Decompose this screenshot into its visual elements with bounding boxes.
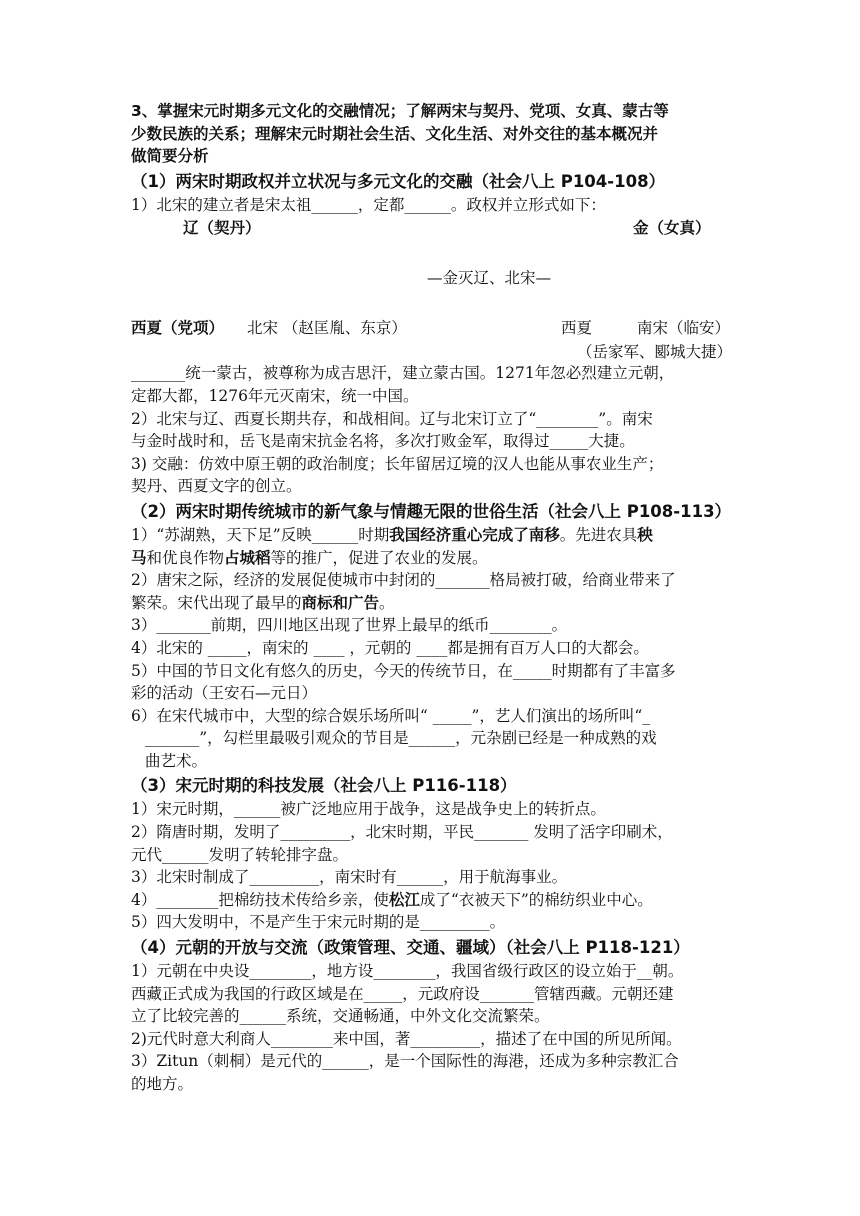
s2-l4-a: 繁荣。宋代出现了最早的 [131,593,302,612]
objective-line-3: 做简要分析 [131,147,209,166]
s3-l5-c: 成了“衣被天下”的棉纺织业中心。 [419,890,653,909]
diagram-nansong: 南宋（临安） [637,319,731,338]
s2-line-3: 2）唐宋之际，经济的发展促使城市中封闭的_______格局被打破，给商业带来了 [131,571,676,590]
s2-l2-a: 马 [131,548,147,567]
objective-line-1: 3、掌握宋元时期多元文化的交融情况；了解两宋与契丹、党项、女真、蒙古等 [131,102,669,120]
s4-line-1: 1）元朝在中央设________，地方设________，我国省级行政区的设立始于__朝。 [131,962,684,981]
s2-line-4 [131,592,737,615]
s4-line-5: 3）Zitun（刺桐）是元代的______，是一个国际性的海港，还成为多种宗教汇合 [131,1052,679,1071]
s2-l1-b: 我国经济重心完成了南移 [389,525,560,544]
diagram-middle: —金灭辽、北宋— [426,269,551,288]
s2-l1-d: 秧 [637,525,653,544]
s4-line-4: 2)元代时意大利商人________来中国，著_________，描述了在中国的所见所闻。 [131,1029,682,1048]
s1-line-3: 定都大都，1276年元灭南宋，统一中国。 [131,386,419,405]
diagram-beisong: 北宋 （赵匡胤、东京） [247,319,407,338]
diagram-jin: 金（女真） [633,219,711,238]
diagram-note: （岳家军、郾城大捷） [577,343,733,362]
objective-line-2: 少数民族的关系；理解宋元时期社会生活、文化生活、对外交往的基本概况并 [131,124,659,143]
section-2-title: （2）两宋时期传统城市的新气象与情趣无限的世俗生活（社会八上 P108-113） [131,501,732,521]
s2-line-2 [131,547,737,570]
diagram-top-row [131,216,737,240]
s4-line-2: 西藏正式成为我国的行政区域是在_____，元政府设_______管辖西藏。元朝还建 [131,984,674,1003]
s4-line-3: 立了比较完善的______系统，交通畅通，中外文化交流繁荣。 [131,1007,550,1026]
s2-l2-d: 等的推广，促进了农业的发展。 [270,548,488,567]
section-1-title: （1）两宋时期政权并立状况与多元文化的交融（社会八上 P104-108） [131,171,666,191]
s3-line-3: 元代______发明了转轮排字盘。 [131,845,349,864]
s2-l1-a: 1）“苏湖熟，天下足”反映______时期 [131,525,390,544]
s3-line-4: 3）北宋时制成了_________，南宋时有______，用于航海事业。 [131,868,568,887]
s3-l5-b: 松江 [388,890,420,909]
s3-line-1: 1）宋元时期，______被广泛地应用于战争，这是战争史上的转折点。 [131,800,606,819]
s1-line-6: 3) 交融：仿效中原王朝的政治制度；长年留居辽境的汉人也能从事农业生产； [131,454,664,473]
s4-line-6: 的地方。 [131,1075,194,1093]
s2-l2-b: 和优良作物 [146,548,225,567]
s3-line-6: 5）四大发明中，不是产生于宋元时期的是_________。 [131,913,506,932]
s2-l2-c: 占城稻 [224,548,271,567]
diagram-liao: 辽（契丹） [183,219,261,238]
s2-line-8: 彩的活动（王安石—元日） [131,684,318,703]
s1-line-1: 1）北宋的建立者是宋太祖______，定都______。政权并立形式如下： [131,195,606,214]
s2-line-5: 3）_______前期，四川地区出现了世界上最早的纸币________。 [131,616,568,635]
s2-line-9: 6）在宋代城市中，大型的综合娱乐场所叫“ _____”，艺人们演出的场所叫“_ [131,706,651,725]
s2-l4-c: 。 [379,593,395,612]
diagram-bottom-row [131,316,737,340]
diagram-xixia-2: 西夏 [561,319,593,338]
s2-line-11: 曲艺术。 [145,751,208,770]
s2-line-10: _______”，勾栏里最吸引观众的节目是______，元杂剧已经是一种成熟的戏 [145,729,657,748]
s1-line-7: 契丹、西夏文字的创立。 [131,477,302,496]
s3-l5-a: 4）________把棉纺技术传给乡亲，使 [131,890,389,909]
diagram-xixia: 西夏（党项） [131,319,225,338]
s1-line-5: 与金时战时和，岳飞是南宋抗金名将，多次打败金军，取得过_____大捷。 [131,432,635,451]
s1-line-4: 2）北宋与辽、西夏长期共存，和战相间。辽与北宋订立了“________”。南宋 [131,409,653,428]
s2-l4-b: 商标和广告 [301,593,380,612]
diagram-note-row [131,340,737,362]
s2-l1-c: 。先进农具 [559,525,638,544]
s2-line-6: 4）北宋的 _____，南宋的 ____ ，元朝的 ____都是拥有百万人口的大都会。 [131,638,649,657]
s2-line-7: 5）中国的节日文化有悠久的历史，今天的传统节日，在_____时期都有了丰富多 [131,661,676,680]
section-4-title: （4）元朝的开放与交流（政策管理、交通、疆域）（社会八上 P118-121） [131,938,690,958]
s2-line-1 [131,524,737,547]
section-3-title: （3）宋元时期的科技发展（社会八上 P116-118） [131,776,517,796]
s3-line-5 [131,889,737,912]
s3-line-2: 2）隋唐时期，发明了_________，北宋时期，平民_______ 发明了活字印刷术， [131,823,673,842]
worksheet-page [131,100,737,1096]
s1-line-2: _______统一蒙古，被尊称为成吉思汗，建立蒙古国。1271年忽必烈建立元朝， [131,364,675,383]
